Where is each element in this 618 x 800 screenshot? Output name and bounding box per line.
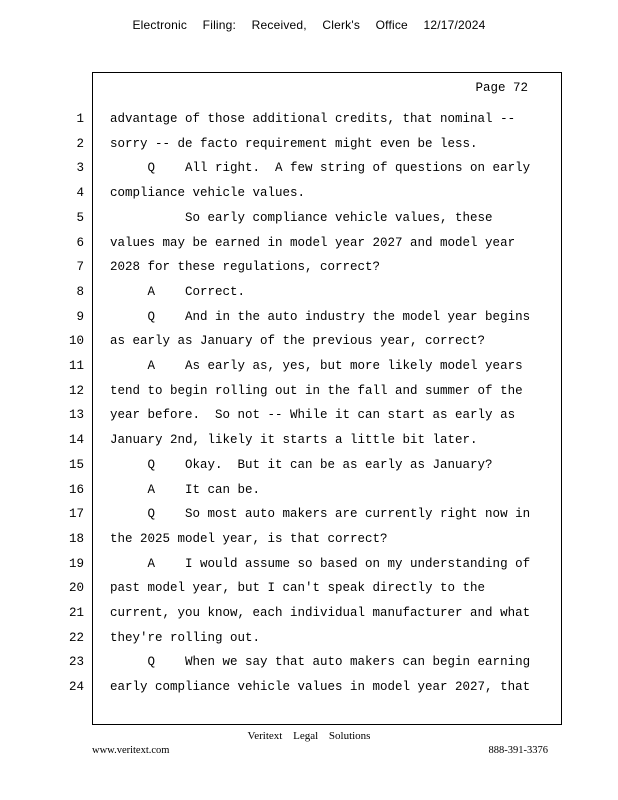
footer-veritext: Veritext [247, 730, 283, 742]
transcript-line: year before. So not -- While it can start as early as [110, 408, 516, 423]
transcript-line: A Correct. [110, 284, 246, 299]
line-number: 8 [76, 284, 84, 299]
line-number: 11 [68, 359, 84, 373]
line-number: 15 [68, 457, 84, 472]
line-number: 4 [76, 186, 84, 201]
header-office: Office [375, 18, 408, 32]
header-date: 12/17/2024 [423, 18, 486, 32]
line-number: 24 [68, 680, 84, 695]
footer-website: www.veritext.com [92, 745, 170, 756]
transcript-line: compliance vehicle values. [110, 186, 306, 201]
transcript-line: they're rolling out. [110, 630, 261, 645]
transcript-line: advantage of those additional credits, that nominal -- [110, 112, 516, 126]
line-number: 5 [76, 210, 84, 225]
header-received: Received, [251, 18, 307, 32]
line-number: 18 [68, 531, 84, 546]
line-number: 7 [76, 260, 84, 275]
line-number: 14 [68, 433, 84, 448]
line-number: 1 [76, 112, 84, 126]
footer-company [0, 730, 618, 742]
line-number: 2 [76, 136, 84, 151]
transcript-line: Q So most auto makers are currently right now in [110, 507, 531, 522]
transcript-line: sorry -- de facto requirement might even be less. [110, 136, 478, 151]
transcript-line: the 2025 model year, is that correct? [110, 531, 388, 546]
line-number: 16 [68, 482, 84, 497]
transcript-line: current, you know, each individual manufacturer and what [110, 606, 531, 620]
transcript-line: A It can be. [110, 482, 261, 497]
transcript-line: A As early as, yes, but more likely model years [110, 359, 523, 373]
page-number: Page 72 [475, 81, 528, 95]
line-number: 6 [76, 235, 84, 250]
line-number: 12 [68, 383, 84, 398]
transcript-line: as early as January of the previous year, correct? [110, 334, 486, 349]
transcript-line: So early compliance vehicle values, these [110, 210, 493, 225]
transcript-line: A I would assume so based on my understanding of [110, 556, 531, 571]
line-number: 13 [68, 408, 84, 423]
footer-solutions: Solutions [328, 730, 371, 742]
transcript-line: Q Okay. But it can be as early as January? [110, 457, 493, 472]
line-number: 10 [68, 334, 84, 349]
header-electronic: Electronic [132, 18, 188, 32]
transcript-line: past model year, but I can't speak directly to the [110, 581, 486, 596]
transcript-line: January 2nd, likely it starts a little bit later. [110, 433, 478, 448]
transcript-line: Q When we say that auto makers can begin earning [110, 655, 531, 670]
line-number: 21 [68, 606, 84, 620]
line-number: 3 [76, 161, 84, 176]
line-number: 20 [68, 581, 84, 596]
line-number: 19 [68, 556, 84, 571]
footer-phone: 888-391-3376 [488, 745, 548, 756]
line-number: 9 [76, 309, 84, 324]
line-number: 23 [68, 655, 84, 670]
transcript-line: values may be earned in model year 2027 and model year [110, 235, 516, 250]
line-number: 22 [68, 630, 84, 645]
line-number: 17 [68, 507, 84, 522]
header-clerks: Clerk's [322, 18, 361, 32]
filing-header [0, 18, 618, 32]
transcript-line: 2028 for these regulations, correct? [110, 260, 381, 275]
transcript-line: Q All right. A few string of questions on early [110, 161, 531, 176]
transcript-line: tend to begin rolling out in the fall and summer of the [110, 383, 523, 398]
header-filing: Filing: [202, 18, 237, 32]
transcript-line: Q And in the auto industry the model year begins [110, 309, 531, 324]
footer-legal: Legal [293, 730, 319, 742]
transcript-line: early compliance vehicle values in model year 2027, that [110, 680, 531, 695]
